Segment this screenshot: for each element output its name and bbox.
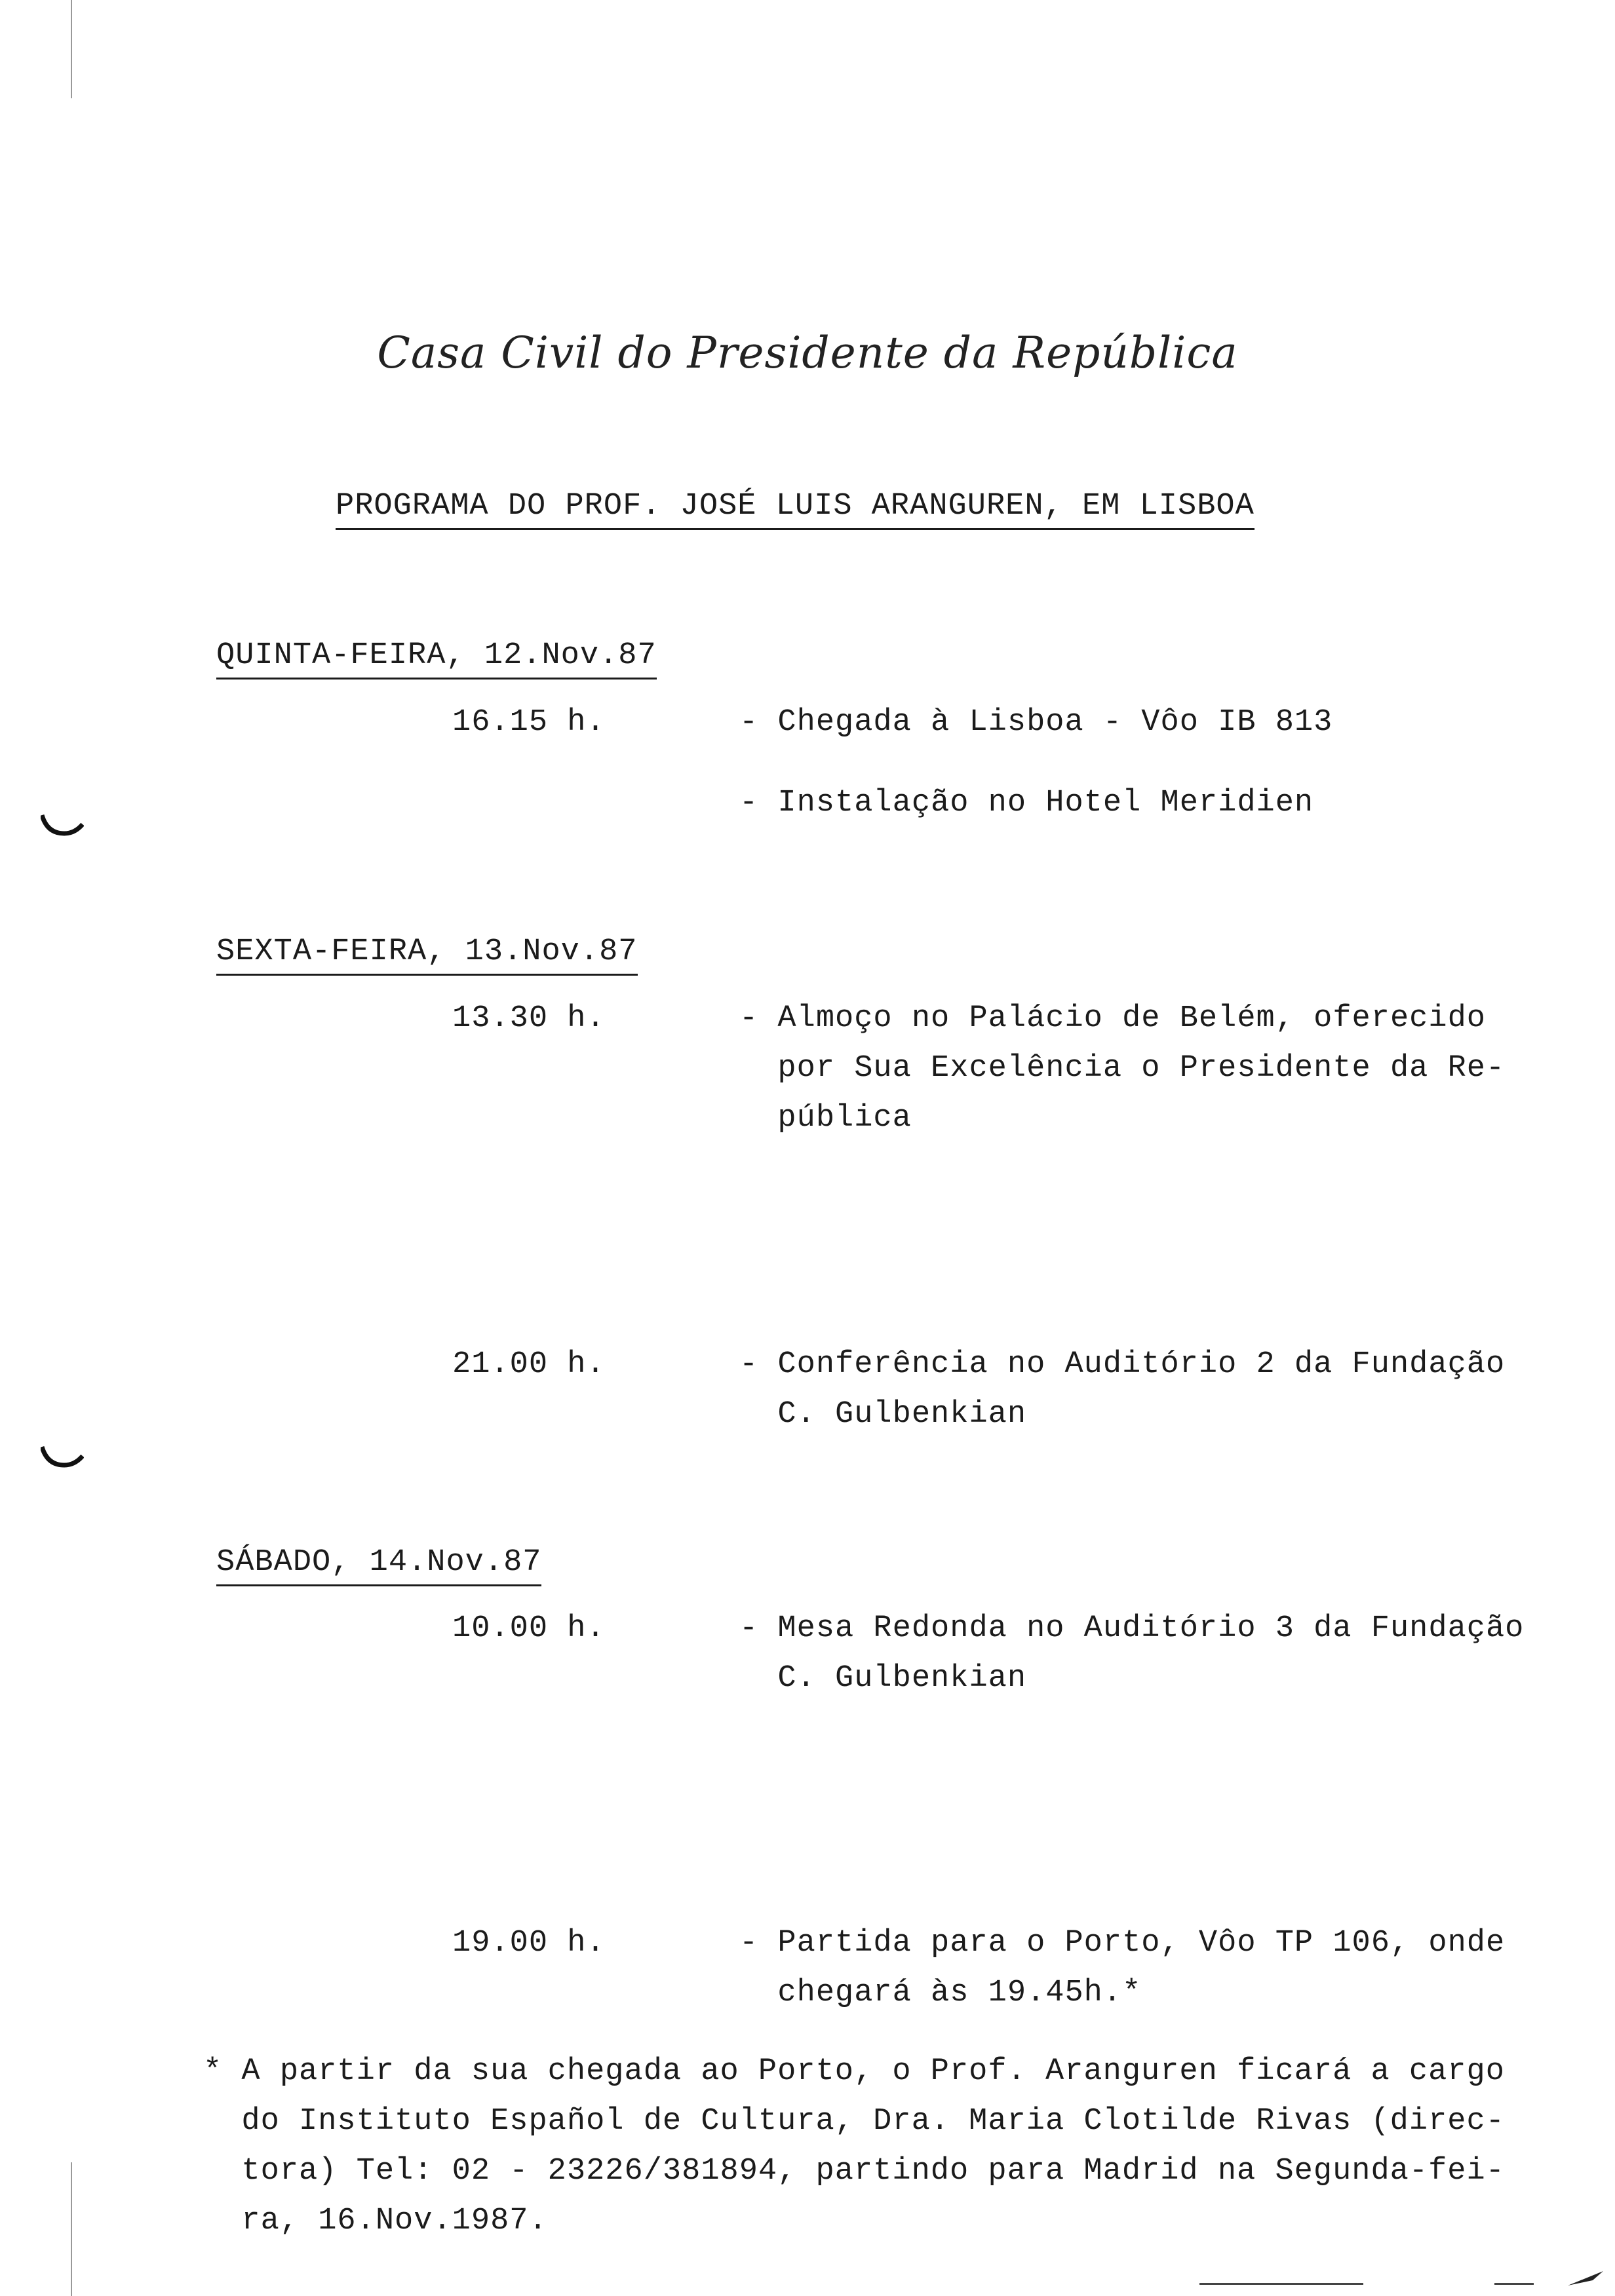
footnote-line: do Instituto Español de Cultura, Dra. Maria Clotilde Rivas (direc- (203, 2104, 1505, 2139)
scan-artifact-line (1199, 2283, 1363, 2285)
scan-edge-line (71, 2162, 72, 2296)
event-line: C. Gulbenkian (739, 1397, 1027, 1432)
day-heading: SÁBADO, 14.Nov.87 (216, 1541, 541, 1586)
day-heading: QUINTA-FEIRA, 12.Nov.87 (216, 634, 657, 679)
event-line: por Sua Excelência o Presidente da Re- (739, 1051, 1506, 1086)
scan-edge-line (71, 0, 72, 98)
event-line: pública (739, 1101, 912, 1136)
punch-hole-mark (41, 1439, 84, 1468)
event-line: - Instalação no Hotel Meridien (739, 786, 1314, 820)
day-heading: SEXTA-FEIRA, 13.Nov.87 (216, 930, 638, 976)
event-line: - Conferência no Auditório 2 da Fundação (739, 1347, 1506, 1382)
page-title: PROGRAMA DO PROF. JOSÉ LUIS ARANGUREN, EM LISBOA (336, 485, 1255, 530)
scan-artifact-mark (1566, 2268, 1606, 2288)
footnote-line: * A partir da sua chegada ao Porto, o Prof. Aranguren ficará a cargo (203, 2054, 1505, 2089)
footnote-line: tora) Tel: 02 - 23226/381894, partindo para Madrid na Segunda-fei- (203, 2154, 1505, 2189)
event-time: 10.00 h. (452, 1611, 606, 1646)
event-line: C. Gulbenkian (739, 1661, 1027, 1696)
event-line: chegará às 19.45h.* (739, 1976, 1142, 2010)
footnote-line: ra, 16.Nov.1987. (203, 2204, 548, 2238)
event-line: - Mesa Redonda no Auditório 3 da Fundação (739, 1611, 1525, 1646)
letterhead: Casa Civil do Presidente da República (377, 328, 1238, 378)
event-time: 21.00 h. (452, 1347, 606, 1382)
event-line: - Chegada à Lisboa - Vôo IB 813 (739, 705, 1333, 740)
scan-artifact-line (1494, 2283, 1534, 2285)
event-line: - Partida para o Porto, Vôo TP 106, onde (739, 1926, 1506, 1961)
event-time: 16.15 h. (452, 705, 606, 740)
event-line: - Almoço no Palácio de Belém, oferecido (739, 1001, 1486, 1036)
event-time: 13.30 h. (452, 1001, 606, 1036)
punch-hole-mark (41, 807, 84, 836)
event-time: 19.00 h. (452, 1926, 606, 1961)
